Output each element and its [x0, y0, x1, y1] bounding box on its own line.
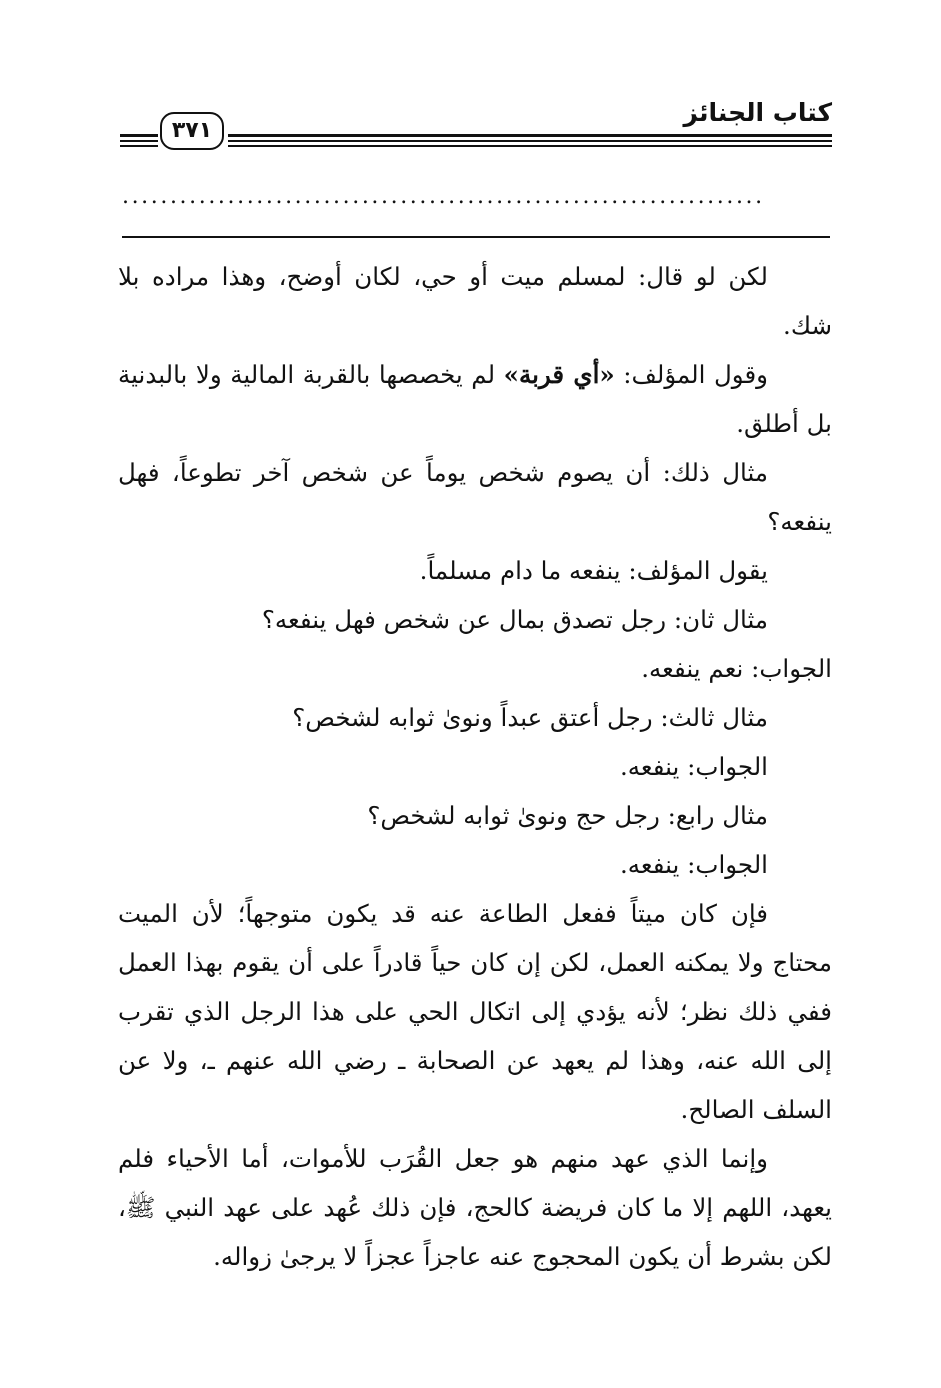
- page-header: [120, 96, 832, 166]
- paragraph: الجواب: ينفعه.: [619, 752, 768, 781]
- paragraph: مثال ذلك: أن يصوم شخص يوماً عن شخص آخر تطوعاً، فهل ينفعه؟: [118, 458, 832, 536]
- header-rule: [228, 134, 832, 137]
- paragraph: الجواب: ينفعه.: [619, 850, 768, 879]
- section-divider: [122, 236, 830, 238]
- paragraph: وإنما الذي عهد منهم هو جعل القُرَب للأموات، أما الأحياء فلم يعهد، اللهم إلا ما كان فريضة كالحج، فإن ذلك عُهد على عهد النبي ﷺ، لكن بشرط أن يكون المحجوج عنه عاجزاً عجزاً لا يرجىٰ زواله.: [118, 1144, 832, 1271]
- paragraph: مثال رابع: رجل حج ونوىٰ ثوابه لشخص؟: [367, 801, 768, 830]
- paragraph-text: لم يخصصها بالقربة المالية ولا بالبدنية بل أطلق.: [118, 360, 832, 438]
- paragraph: مثال ثالث: رجل أعتق عبداً ونوىٰ ثوابه لشخص؟: [292, 703, 768, 732]
- header-rule: [228, 145, 832, 147]
- paragraph: [118, 350, 832, 448]
- page-number: ٣٧١: [160, 112, 224, 150]
- header-rule: [120, 134, 158, 137]
- quoted-term: «أي قربة»: [503, 360, 615, 389]
- paragraph: فإن كان ميتاً ففعل الطاعة عنه قد يكون متوجهاً؛ لأن الميت محتاج ولا يمكنه العمل، لكن إن كان حياً قادراً على أن يقوم بهذا العمل ففي ذلك نظر؛ لأنه يؤدي إلى اتكال الحي على هذا الرجل الذي تقرب إلى الله عنه، وهذا لم يعهد عن الصحابة ـ رضي الله عنهم ـ، ولا عن السلف الصالح.: [118, 899, 832, 1124]
- page-body: [118, 252, 832, 1281]
- header-rule: [120, 140, 158, 142]
- paragraph: الجواب: نعم ينفعه.: [641, 654, 832, 683]
- paragraph: لكن لو قال: لمسلم ميت أو حي، لكان أوضح، وهذا مراده بلا شك.: [118, 262, 832, 340]
- paragraph-text: وقول المؤلف:: [614, 360, 769, 389]
- book-title: كتاب الجنائز: [683, 98, 832, 127]
- header-rule: [228, 140, 832, 142]
- paragraph: مثال ثان: رجل تصدق بمال عن شخص فهل ينفعه؟: [261, 605, 768, 634]
- continuation-dots: ...................................................................: [122, 184, 765, 209]
- header-rule: [120, 145, 158, 147]
- paragraph: يقول المؤلف: ينفعه ما دام مسلماً.: [419, 556, 768, 585]
